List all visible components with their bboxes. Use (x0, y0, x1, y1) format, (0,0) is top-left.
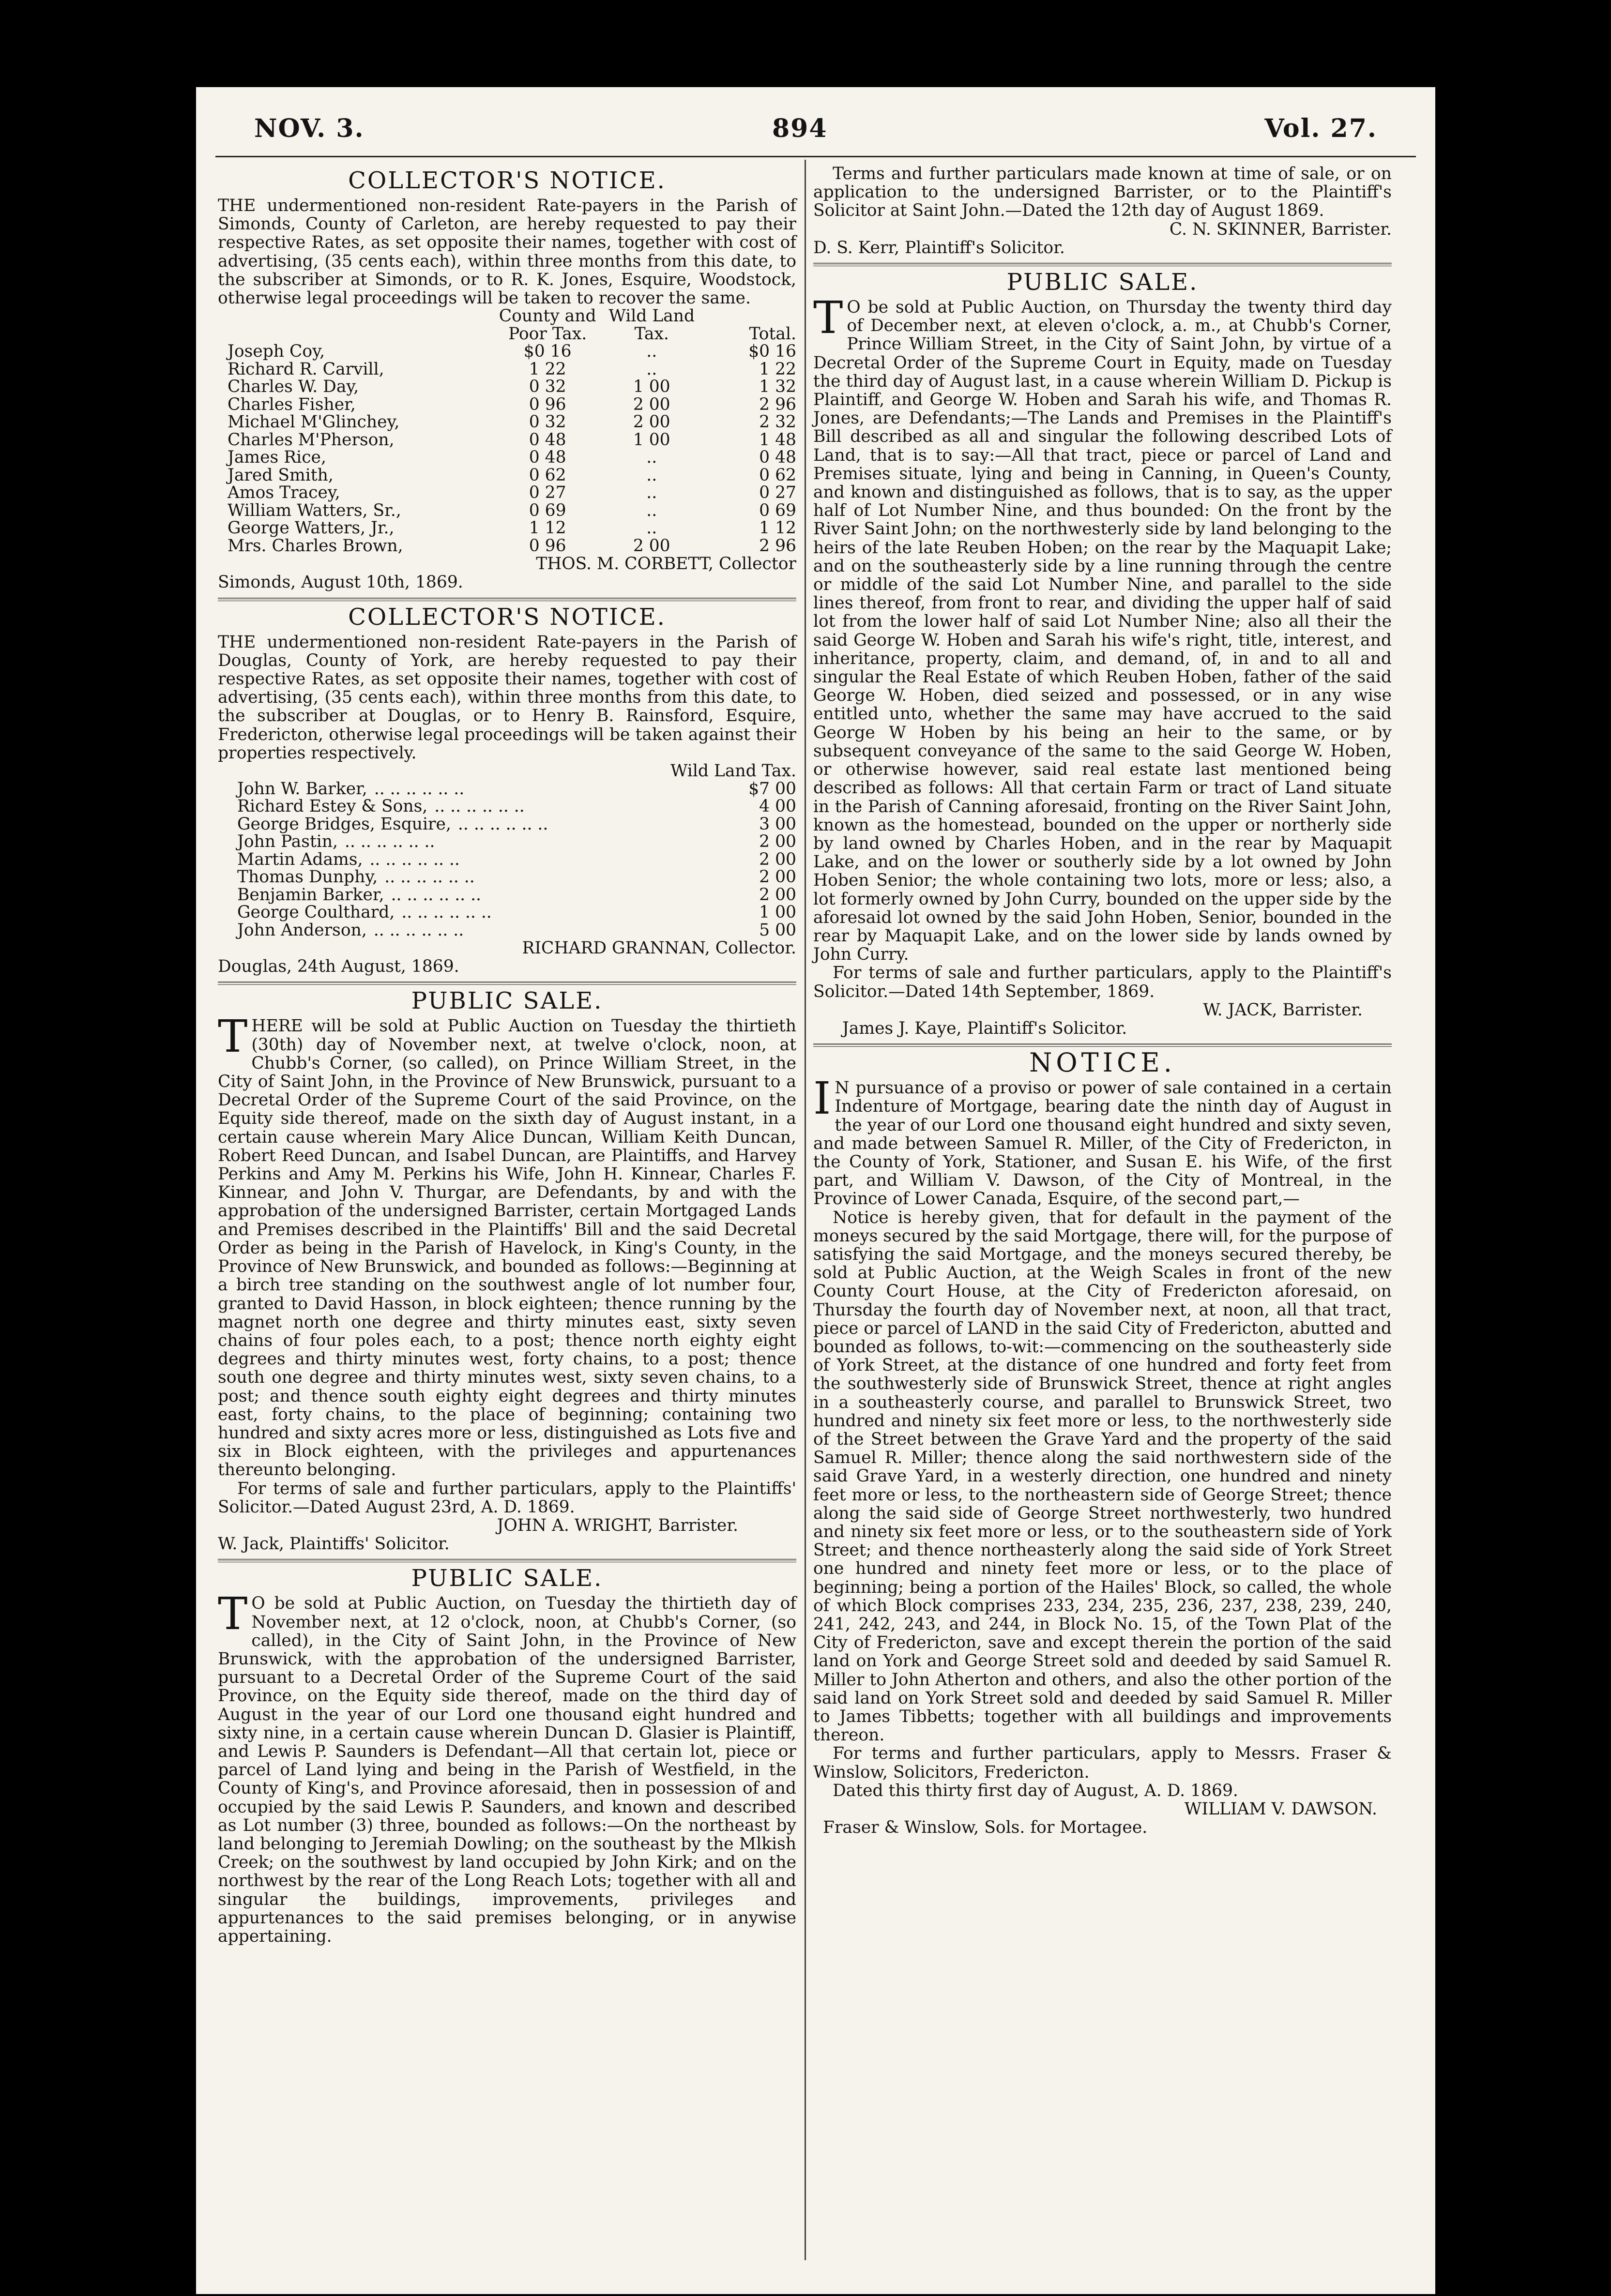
cell-name (218, 921, 623, 939)
rates-table (218, 307, 796, 555)
table-row (218, 537, 796, 555)
cell-poor: 0 48 (529, 448, 566, 468)
cell-name: Jared Smith, (228, 465, 334, 485)
cell-name (218, 904, 623, 921)
table-row (218, 378, 796, 396)
notice-body: THERE will be sold at Public Auction on Tuesday the thirtieth (30th) day of November next, at twelve o'clock, noon, at Chubb's Corner, (so called), on Prince William Street, in the City of Saint John, in the Province of New Brunswick, pursuant to a Decretal Order of the Supreme Court of the said Province, on the Equity side thereof, made on the sixth day of August instant, in a certain cause wherein Mary Alice Duncan, William Keith Duncan, Robert Reed Duncan, and Isabel Duncan, are Plaintiffs, and Harvey Perkins and Amy M. Perkins his Wife, John H. Kinnear, Charles F. Kinnear, and John V. Thurgar, are Defendants, by and with the approbation of the undersigned Barrister, certain Mortgaged Lands and Premises described in the Plaintiffs' Bill and the said Decretal Order as being in the Parish of Havelock, in King's County, in the Province of New Brunswick, and bounded as follows:—Beginning at a birch tree standing on the southwest angle of lot number four, granted to David Hasson, in block eighteen; thence running by the magnet north one degree and thirty minutes east, sixty seven chains of four poles each, to a post; thence north eighty eight degrees and thirty minutes west, forty chains, to a post; thence south one degree and thirty minutes west, sixty seven chains, to a post; and thence south eighty eight degrees and thirty minutes east, forty chains, to the place of beginning; containing two hundred and sixty acres more or less, distinguished as Lots five and six in Block eighteen, with the privileges and appurtenances thereunto belonging. (218, 1011, 796, 1480)
payer-name: Martin Adams, (237, 849, 363, 869)
col-header: County and (499, 306, 596, 326)
cell-wild: 2 00 (633, 536, 670, 556)
volume-number: Vol. 27. (1264, 114, 1377, 143)
signature: JOHN A. WRIGHT, Barrister. (497, 1515, 738, 1535)
payer-name: George Coulthard, (237, 903, 395, 922)
solicitor: Fraser & Winslow, Sols. for Mortagee. (823, 1818, 1148, 1838)
solicitor: D. S. Kerr, Plaintiff's Solicitor. (813, 238, 1065, 257)
public-sale-westfield-continued (813, 165, 1392, 257)
cell-name (218, 868, 623, 886)
section-rule (218, 1559, 796, 1562)
table-row (218, 780, 796, 798)
solicitor: James J. Kaye, Plaintiff's Solicitor. (842, 1018, 1127, 1038)
table-row (218, 361, 796, 378)
signature: W. JACK, Barrister. (1203, 1000, 1363, 1020)
section-rule (218, 982, 796, 985)
cell-tax: 3 00 (759, 814, 796, 834)
cell-name: Charles W. Day, (228, 377, 359, 397)
notice-body: THE undermentioned non-resident Rate-payers in the Parish of Simonds, County of Carleton, are hereby requested to pay their respective Rates, as set opposite their names, together with cost of advertising, (35 cents each), within three months from this date, to the subscriber at Simonds, or to R. K. Jones, Esquire, Woodstock, otherwise legal proceedings will be taken to recover the same. (218, 196, 796, 308)
signature: C. N. SKINNER, Barrister. (1169, 219, 1392, 239)
leader-dots: .. .. .. .. .. .. (345, 832, 435, 852)
wild-land-tax-table (218, 762, 796, 939)
cell-poor: 0 96 (529, 536, 566, 556)
cell-wild: 2 00 (633, 394, 670, 414)
dateline: Simonds, August 10th, 1869. (218, 573, 463, 592)
mortgage-notice (813, 1047, 1392, 1838)
cell-wild: .. (646, 448, 657, 468)
gazette-page (196, 87, 1435, 2294)
cell-tax: 4 00 (759, 797, 796, 816)
payer-name: Thomas Dunphy, (237, 867, 378, 887)
cell-wild: 1 00 (633, 430, 670, 450)
cell-name: Amos Tracey, (228, 483, 340, 503)
cell-tax: 2 00 (759, 867, 796, 887)
table-row (218, 396, 796, 414)
cell-poor: 0 32 (529, 377, 566, 397)
notice-title: COLLECTOR'S NOTICE. (348, 603, 666, 631)
col-header: Total. (749, 324, 796, 344)
cell-tax: 5 00 (759, 920, 796, 940)
table-row (218, 449, 796, 467)
cell-poor: $0 16 (523, 342, 572, 362)
table-header-row (218, 325, 796, 343)
notice-title: PUBLIC SALE. (411, 987, 603, 1015)
dateline: Douglas, 24th August, 1869. (218, 957, 459, 977)
leader-dots: .. .. .. .. .. .. (369, 849, 460, 869)
header-date: NOV. 3. (254, 114, 365, 143)
cell-tax: 2 00 (759, 832, 796, 852)
signature: RICHARD GRANNAN, Collector. (522, 938, 796, 958)
cell-name: George Watters, Jr., (228, 518, 395, 538)
cell-poor: 0 62 (529, 465, 566, 485)
cell-total: 2 32 (759, 412, 796, 432)
cell-total: 0 62 (759, 465, 796, 485)
table-row (218, 816, 796, 833)
leader-dots: .. .. .. .. .. .. (374, 779, 465, 799)
table-row (218, 519, 796, 537)
table-row (218, 798, 796, 816)
terms: For terms of sale and further particulars, apply to the Plaintiffs' Solicitor.—Dated August 23rd, A. D. 1869. (218, 1479, 796, 1517)
cell-name: William Watters, Sr., (228, 500, 401, 520)
cell-total: $0 16 (748, 342, 796, 362)
table-header-row (218, 762, 796, 780)
table-row (218, 851, 796, 869)
notice-body: TO be sold at Public Auction, on Thursday the twenty third day of December next, at eleven o'clock, a. m., at Chubb's Corner, Prince William Street, in the City of Saint John, by virtue of a Decretal Order of the Supreme Court in Equity, made on Tuesday the third day of August last, in a cause wherein William D. Pickup is Plaintiff, and George W. Hoben and Sarah his wife, and Thomas R. Jones, are Defendants;—The Lands and Premises in the Plaintiff's Bill described as all and singular the following described Lots of Land, that is to say:—All that tract, piece or parcel of Land and Premises situate, lying and being in Canning, in Queen's County, and known and distinguished as follows, that is to say, as the upper half of Lot Number Nine, and thus bounded: On the front by the River Saint John; on the northwesterly side by land belonging to the heirs of the late Reuben Hoben; on the rear by the Maquapit Lake; and on the southeasterly side by a line running through the centre or middle of the said Lot Number Nine, and parallel to the side lines thereof, from front to rear, and dividing the upper half of said lot from the lower half of said Lot Number Nine; also all their the said George W. Hoben and Sarah his wife's right, title, interest, and inheritance, property, claim, and demand, of, in and to all and singular the Real Estate of which Reuben Hoben, father of the said George W. Hoben, died seized and possessed, or in any wise entitled unto, whether the same may have accrued to the said George W Hoben by his being an heir to the same, or by subsequent conveyance of the same to the said George W. Hoben, or otherwise however, said real estate last mentioned being described as follows: All that certain Farm or tract of Land situate in the Parish of Canning aforesaid, fronting on the River Saint John, known as the homestead, bounded on the upper or northerly side by land owned by Charles Hoben, and in the rear by Maquapit Lake, and on the lower or southerly side by a lot owned by John Hoben Senior; the whole containing two lots, more or less; also, a lot formerly owned by John Curry, bounded on the upper side by the aforesaid lot owned by the said John Hoben, Senior, bounded in the rear by Maquapit Lake, and on the lower side by lands owned by John Curry. (813, 292, 1392, 965)
notice-title: NOTICE. (1029, 1047, 1176, 1078)
notice-title: COLLECTOR'S NOTICE. (348, 167, 666, 194)
cell-tax: 1 00 (759, 903, 796, 922)
right-column (813, 165, 1392, 1837)
cell-name (218, 780, 623, 798)
table-row (218, 886, 796, 904)
column-divider (805, 160, 806, 2260)
cell-tax: 2 00 (759, 849, 796, 869)
table-row (218, 343, 796, 361)
leader-dots: .. .. .. .. .. .. (391, 885, 482, 905)
table-row (218, 484, 796, 502)
terms: For terms of sale and further particulars, apply to the Plaintiff's Solicitor.—Dated 14th September, 1869. (813, 963, 1392, 1001)
table-row (218, 431, 796, 449)
notice-title: PUBLIC SALE. (411, 1565, 603, 1592)
cell-name (218, 886, 623, 904)
cell-name: Mrs. Charles Brown, (228, 536, 403, 556)
leader-dots: .. .. .. .. .. .. (434, 797, 525, 816)
table-header-row (218, 307, 796, 325)
notice-title: PUBLIC SALE. (1006, 269, 1199, 296)
header-rule (215, 156, 1416, 157)
cell-wild: .. (646, 465, 657, 485)
notice-body: TO be sold at Public Auction, on Tuesday the thirtieth day of November next, at 12 o'clock, noon, at Chubb's Corner, (so called), in the City of Saint John, in the Province of New Brunswick, with the approbation of the undersigned Barrister, pursuant to a Decretal Order of the Supreme Court of the said Province, on the Equity side thereof, made on the third day of August in the year of our Lord one thousand eight hundred and sixty nine, in a certain cause wherein Duncan D. Glasier is Plaintiff, and Lewis P. Saunders is Defendant—All that certain lot, piece or parcel of Land lying and being in the Parish of Westfield, in the County of King's, and Province aforesaid, then in possession of and occupied by the said Lewis P. Saunders, and known and described as Lot number (3) three, bounded as follows:—On the northeast by land belonging to Jeremiah Dowling; on the southeast by the Mlkish Creek; on the southwest by land occupied by John Kirk; and on the northwest by the rear of the Long Reach Lots; together with all and singular the buildings, improvements, privileges and appurtenances to the said premises belonging, or in anywise appertaining. (218, 1588, 796, 1946)
col-header: Wild Land Tax. (670, 761, 796, 781)
solicitor: W. Jack, Plaintiffs' Solicitor. (218, 1534, 450, 1554)
public-sale-canning (813, 269, 1392, 1038)
col-header: Tax. (634, 324, 669, 344)
left-column (218, 165, 796, 1946)
col-header: Poor Tax. (508, 324, 587, 344)
table-row (218, 833, 796, 851)
section-rule (218, 598, 796, 601)
cell-wild: 1 00 (633, 377, 670, 397)
leader-dots: .. .. .. .. .. .. (373, 920, 464, 940)
cell-poor: 1 12 (529, 518, 566, 538)
cell-poor: 0 27 (529, 483, 566, 503)
payer-name: Benjamin Barker, (237, 885, 384, 905)
cell-poor: 0 48 (529, 430, 566, 450)
leader-dots: .. .. .. .. .. .. (457, 814, 548, 834)
cell-wild: .. (646, 483, 657, 503)
section-rule (813, 1043, 1392, 1047)
cell-total: 1 12 (759, 518, 796, 538)
cell-total: 1 22 (759, 359, 796, 379)
col-header: Wild Land (608, 306, 695, 326)
cell-tax: 2 00 (759, 885, 796, 905)
cell-total: 2 96 (759, 394, 796, 414)
cell-total: 1 32 (759, 377, 796, 397)
cell-total: 0 27 (759, 483, 796, 503)
cell-wild: 2 00 (633, 412, 670, 432)
cell-poor: 0 32 (529, 412, 566, 432)
signature: THOS. M. CORBETT, Collector (536, 554, 796, 574)
cell-name: James Rice, (228, 448, 326, 468)
notice-body: THE undermentioned non-resident Rate-payers in the Parish of Douglas, County of York, are hereby requested to pay their respective Rates, as set opposite their names, together with cost of advertising, (35 cents each), within three months from this date, to the subscriber at Douglas, or to Henry B. Rainsford, Esquire, Fredericton, otherwise legal proceedings will be taken against their properties respectively. (218, 632, 796, 763)
cell-name (218, 833, 623, 851)
collectors-notice-douglas (218, 604, 796, 976)
table-row (218, 868, 796, 886)
cell-name (218, 798, 623, 816)
payer-name: George Bridges, Esquire, (237, 814, 451, 834)
public-sale-westfield (218, 1565, 796, 1946)
leader-dots: .. .. .. .. .. .. (384, 867, 475, 887)
cell-total: 0 48 (759, 448, 796, 468)
cell-wild: .. (646, 500, 657, 520)
section-rule (813, 263, 1392, 266)
cell-name: Michael M'Glinchey, (228, 412, 400, 432)
cell-name (218, 816, 623, 833)
cell-wild: .. (646, 359, 657, 379)
public-sale-havelock (218, 988, 796, 1553)
cell-total: 1 48 (759, 430, 796, 450)
payer-name: John Pastin, (237, 832, 338, 852)
table-row (218, 921, 796, 939)
terms: Terms and further particulars made known at time of sale, or on application to the undersigned Barrister, or to the Plaintiff's Solicitor at Saint John.—Dated the 12th day of August 1869. (813, 164, 1392, 221)
cell-poor: 0 96 (529, 394, 566, 414)
signature: WILLIAM V. DAWSON. (1184, 1799, 1377, 1819)
table-row (218, 467, 796, 484)
cell-wild: .. (646, 518, 657, 538)
cell-wild: .. (646, 342, 657, 362)
collectors-notice-simonds (218, 167, 796, 592)
payer-name: John W. Barker, (237, 779, 367, 799)
table-row (218, 502, 796, 520)
notice-body: IN pursuance of a proviso or power of sale contained in a certain Indenture of Mortgage, bearing date the ninth day of August in the year of our Lord one thousand eight hundred and sixty seven, and made between Samuel R. Miller, of the City of Fredericton, in the County of York, Stationer, and Susan E. his Wife, of the first part, and William V. Dawson, of the City of Montreal, in the Province of Lower Canada, Esquire, of the second part,— (813, 1072, 1392, 1209)
dated: Dated this thirty first day of August, A. D. 1869. (833, 1781, 1238, 1800)
payer-name: Richard Estey & Sons, (237, 797, 428, 816)
cell-tax: $7 00 (748, 779, 796, 799)
table-row (218, 413, 796, 431)
cell-poor: 0 69 (529, 500, 566, 520)
page-number: 894 (772, 114, 828, 143)
notice-body-continued: Notice is hereby given, that for default in the payment of the moneys secured by the said Mortgage, there will, for the purpose of satisfying the said Mortgage, and the moneys secured thereby, be sold at Public Auction, at the Weigh Scales in front of the new County Court House, at the City of Fredericton aforesaid, on Thursday the fourth day of November next, at noon, all that tract, piece or parcel of LAND in the said City of Fredericton, abutted and bounded as follows, to-wit:—commencing on the southeasterly side of York Street, at the distance of one hundred and forty feet from the southwesterly side of Brunswick Street, thence at right angles in a southeasterly course, and parallel to Brunswick Street, two hundred and ninety six feet more or less, to the northwesterly side of the Street between the Grave Yard and the property of the said Samuel R. Miller; thence along the said northwestern side of the said Grave Yard, in a westerly direction, one hundred and ninety feet more or less, to the northeastern side of George Street; thence along the said side of George Street northwesterly, two hundred and ninety six feet more or less, or to the southeastern side of York Street; and thence northeasterly along the said side of York Street one hundred and ninety feet more or less, or to the place of beginning; being a portion of the Hailes' Block, so called, the whole of which Block comprises 233, 234, 235, 236, 237, 238, 239, 240, 241, 242, 243, and 244, in Block No. 15, of the Town Plat of the City of Fredericton, save and except therein the portion of the said land on York and George Street sold and deeded by said Samuel R. Miller to John Atherton and others, and also the other portion of the said land on York Street sold and deeded by said Samuel R. Miller to James Tibbetts; together with all buildings and improvements thereon. (813, 1208, 1392, 1745)
cell-name: Richard R. Carvill, (228, 359, 384, 379)
cell-total: 0 69 (759, 500, 796, 520)
payer-name: John Anderson, (237, 920, 367, 940)
cell-name: Charles Fisher, (228, 394, 356, 414)
cell-poor: 1 22 (529, 359, 566, 379)
cell-name (218, 851, 623, 869)
cell-name: Charles M'Pherson, (228, 430, 395, 450)
cell-name: Joseph Coy, (228, 342, 325, 362)
cell-total: 2 96 (759, 536, 796, 556)
terms: For terms and further particulars, apply to Messrs. Fraser & Winslow, Solicitors, Fredericton. (813, 1744, 1392, 1782)
leader-dots: .. .. .. .. .. .. (401, 903, 492, 922)
table-row (218, 904, 796, 921)
